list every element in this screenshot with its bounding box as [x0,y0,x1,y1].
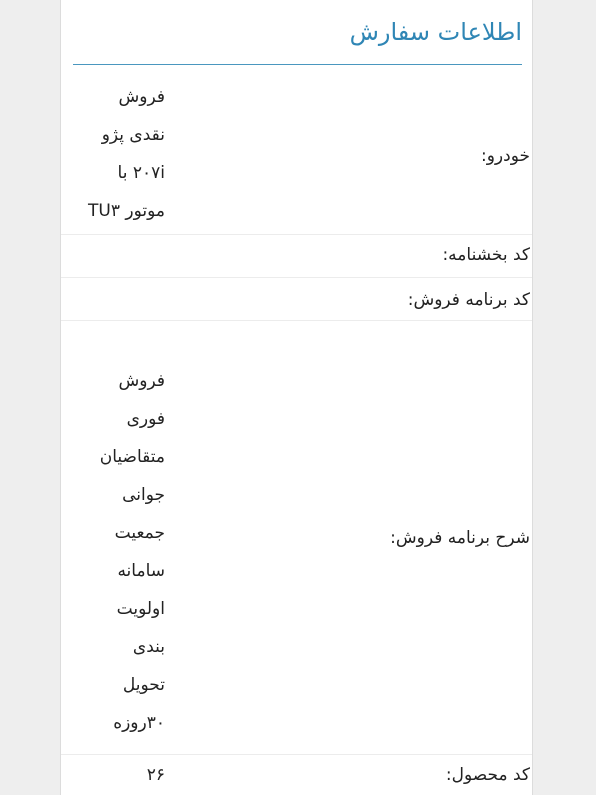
product-code-label: کد محصول: [445,765,530,785]
sale-program-code-label: کد برنامه فروش: [407,290,530,310]
row-divider [61,277,532,278]
description-value-line: بندی [132,637,165,657]
description-value-line: فوری [126,409,165,429]
car-value-line: ۲۰۷i با [117,163,165,183]
description-value-line: متقاضیان [99,447,165,467]
description-value-line: ۳۰روزه [113,713,165,733]
description-value-line: سامانه [117,561,165,581]
product-code-value: ۲۶ [146,765,165,785]
row-divider [61,754,532,755]
car-value-line: فروش [118,87,165,107]
description-value-line: تحویل [122,675,165,695]
sale-program-description-label: شرح برنامه فروش: [390,528,530,548]
description-value-line: اولویت [116,599,165,619]
car-label: خودرو: [480,146,530,166]
directive-code-label: کد بخشنامه: [442,245,530,265]
car-value-line: نقدی پژو [101,125,165,145]
car-value-line: موتور TU۳ [88,201,165,221]
order-info-card [60,0,533,795]
order-info-title: اطلاعات سفارش [349,18,522,46]
row-divider [61,234,532,235]
title-divider [73,64,522,65]
sale-program-description-value [65,362,165,742]
car-value [65,78,165,230]
description-value-line: جوانی [122,485,165,505]
description-value-line: فروش [118,371,165,391]
description-value-line: جمعیت [114,523,165,543]
row-divider [61,320,532,321]
